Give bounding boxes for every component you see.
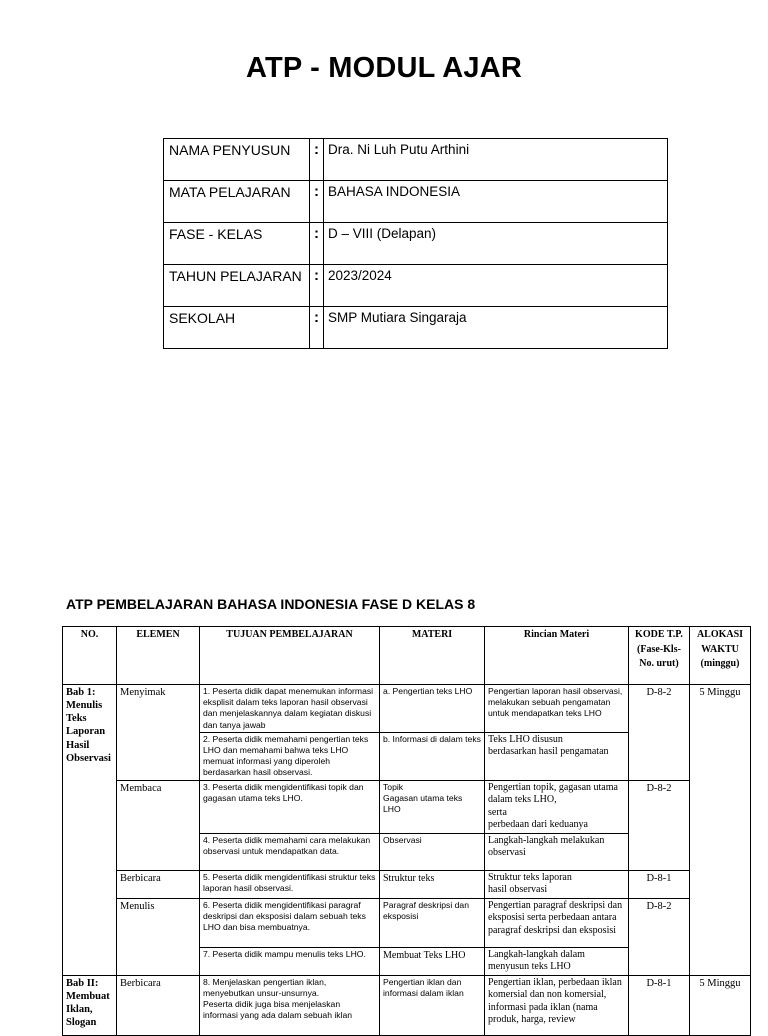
kode-cell: D-8-1 bbox=[629, 870, 690, 898]
table-header-row bbox=[63, 627, 751, 685]
elemen-cell: Menyimak bbox=[117, 685, 200, 781]
header-tujuan: TUJUAN PEMBELAJARAN bbox=[200, 627, 380, 685]
materi-cell: b. Informasi di dalam teks bbox=[380, 732, 485, 780]
alokasi-cell: 5 Minggu bbox=[690, 685, 751, 976]
table-row bbox=[63, 685, 751, 733]
document-title: ATP - MODUL AJAR bbox=[245, 52, 523, 84]
info-label: NAMA PENYUSUN bbox=[164, 139, 310, 181]
tujuan-cell: 8. Menjelaskan pengertian iklan, menyebutkan unsur-unsurnya. Peserta didik juga bisa menjelaskan informasi yang ada dalam sebuah iklan bbox=[200, 975, 380, 1035]
table-row bbox=[63, 870, 751, 898]
info-label: TAHUN PELAJARAN bbox=[164, 265, 310, 307]
materi-cell: Observasi bbox=[380, 833, 485, 870]
info-value: SMP Mutiara Singaraja bbox=[324, 307, 668, 349]
tujuan-cell: 5. Peserta didik mengidentifikasi struktur teks laporan hasil observasi. bbox=[200, 870, 380, 898]
materi-cell: Paragraf deskripsi dan eksposisi bbox=[380, 898, 485, 947]
bab-cell: Bab II: Membuat Iklan, Slogan bbox=[63, 975, 117, 1035]
tujuan-cell: 6. Peserta didik mengidentifikasi paragraf deskripsi dan eksposisi dalam sebuah teks LHO dan bisa membuatnya. bbox=[200, 898, 380, 947]
materi-cell: Pengertian iklan dan informasi dalam iklan bbox=[380, 975, 485, 1035]
elemen-cell: Membaca bbox=[117, 780, 200, 870]
info-separator: : bbox=[310, 139, 324, 181]
info-separator: : bbox=[310, 223, 324, 265]
info-row-tahun bbox=[164, 265, 668, 307]
materi-cell: a. Pengertian teks LHO bbox=[380, 685, 485, 733]
info-label: SEKOLAH bbox=[164, 307, 310, 349]
info-row-sekolah bbox=[164, 307, 668, 349]
header-rincian: Rincian Materi bbox=[485, 627, 629, 685]
tujuan-cell: 3. Peserta didik mengidentifikasi topik dan gagasan utama teks LHO. bbox=[200, 780, 380, 833]
info-label: MATA PELAJARAN bbox=[164, 181, 310, 223]
info-label: FASE - KELAS bbox=[164, 223, 310, 265]
identity-table bbox=[163, 138, 668, 349]
table-row bbox=[63, 898, 751, 947]
rincian-cell: Pengertian paragraf deskripsi dan eksposisi serta perbedaan antara paragraf deskripsi dan eksposisi bbox=[485, 898, 629, 947]
info-separator: : bbox=[310, 307, 324, 349]
tujuan-cell: 7. Peserta didik mampu menulis teks LHO. bbox=[200, 947, 380, 975]
materi-cell: Topik Gagasan utama teks LHO bbox=[380, 780, 485, 833]
rincian-cell: Langkah-langkah melakukan observasi bbox=[485, 833, 629, 870]
info-row-fase-kelas bbox=[164, 223, 668, 265]
header-alokasi: ALOKASI WAKTU (minggu) bbox=[690, 627, 751, 685]
rincian-cell: Pengertian topik, gagasan utama dalam teks LHO, serta perbedaan dari keduanya bbox=[485, 780, 629, 833]
info-separator: : bbox=[310, 181, 324, 223]
elemen-cell: Berbicara bbox=[117, 975, 200, 1035]
atp-heading: ATP PEMBELAJARAN BAHASA INDONESIA FASE D KELAS 8 bbox=[66, 596, 476, 612]
info-value: D – VIII (Delapan) bbox=[324, 223, 668, 265]
table-row bbox=[63, 780, 751, 833]
rincian-cell: Langkah-langkah dalam menyusun teks LHO bbox=[485, 947, 629, 975]
elemen-cell: Berbicara bbox=[117, 870, 200, 898]
atp-table bbox=[62, 626, 751, 1036]
alokasi-cell: 5 Minggu bbox=[690, 975, 751, 1035]
info-separator: : bbox=[310, 265, 324, 307]
info-value: Dra. Ni Luh Putu Arthini bbox=[324, 139, 668, 181]
rincian-cell: Teks LHO disusun berdasarkan hasil pengamatan bbox=[485, 732, 629, 780]
rincian-cell: Pengertian iklan, perbedaan iklan komersial dan non komersial, informasi pada iklan (nama produk, harga, review bbox=[485, 975, 629, 1035]
header-no: NO. bbox=[63, 627, 117, 685]
kode-cell: D-8-2 bbox=[629, 898, 690, 975]
tujuan-cell: 1. Peserta didik dapat menemukan informasi eksplisit dalam teks laporan hasil observasi dan menjelaskannya dalam kegiatan diskusi dan tanya jawab bbox=[200, 685, 380, 733]
materi-cell: Struktur teks bbox=[380, 870, 485, 898]
info-row-penyusun bbox=[164, 139, 668, 181]
header-materi: MATERI bbox=[380, 627, 485, 685]
header-elemen: ELEMEN bbox=[117, 627, 200, 685]
tujuan-cell: 2. Peserta didik memahami pengertian teks LHO dan memahami bahwa teks LHO memuat informasi yang diperoleh berdasarkan hasil observasi. bbox=[200, 732, 380, 780]
kode-cell: D-8-2 bbox=[629, 685, 690, 781]
elemen-cell: Menulis bbox=[117, 898, 200, 975]
tujuan-cell: 4. Peserta didik memahami cara melakukan observasi untuk mendapatkan data. bbox=[200, 833, 380, 870]
info-row-mapel bbox=[164, 181, 668, 223]
info-value: 2023/2024 bbox=[324, 265, 668, 307]
rincian-cell: Pengertian laporan hasil observasi, melakukan sebuah pengamatan untuk mendapatkan teks LHO bbox=[485, 685, 629, 733]
rincian-cell: Struktur teks laporan hasil observasi bbox=[485, 870, 629, 898]
bab-cell: Bab 1: Menulis Teks Laporan Hasil Observasi bbox=[63, 685, 117, 976]
header-kode: KODE T.P. (Fase-Kls- No. urut) bbox=[629, 627, 690, 685]
kode-cell: D-8-1 bbox=[629, 975, 690, 1035]
materi-cell: Membuat Teks LHO bbox=[380, 947, 485, 975]
info-value: BAHASA INDONESIA bbox=[324, 181, 668, 223]
table-row bbox=[63, 975, 751, 1035]
kode-cell: D-8-2 bbox=[629, 780, 690, 870]
